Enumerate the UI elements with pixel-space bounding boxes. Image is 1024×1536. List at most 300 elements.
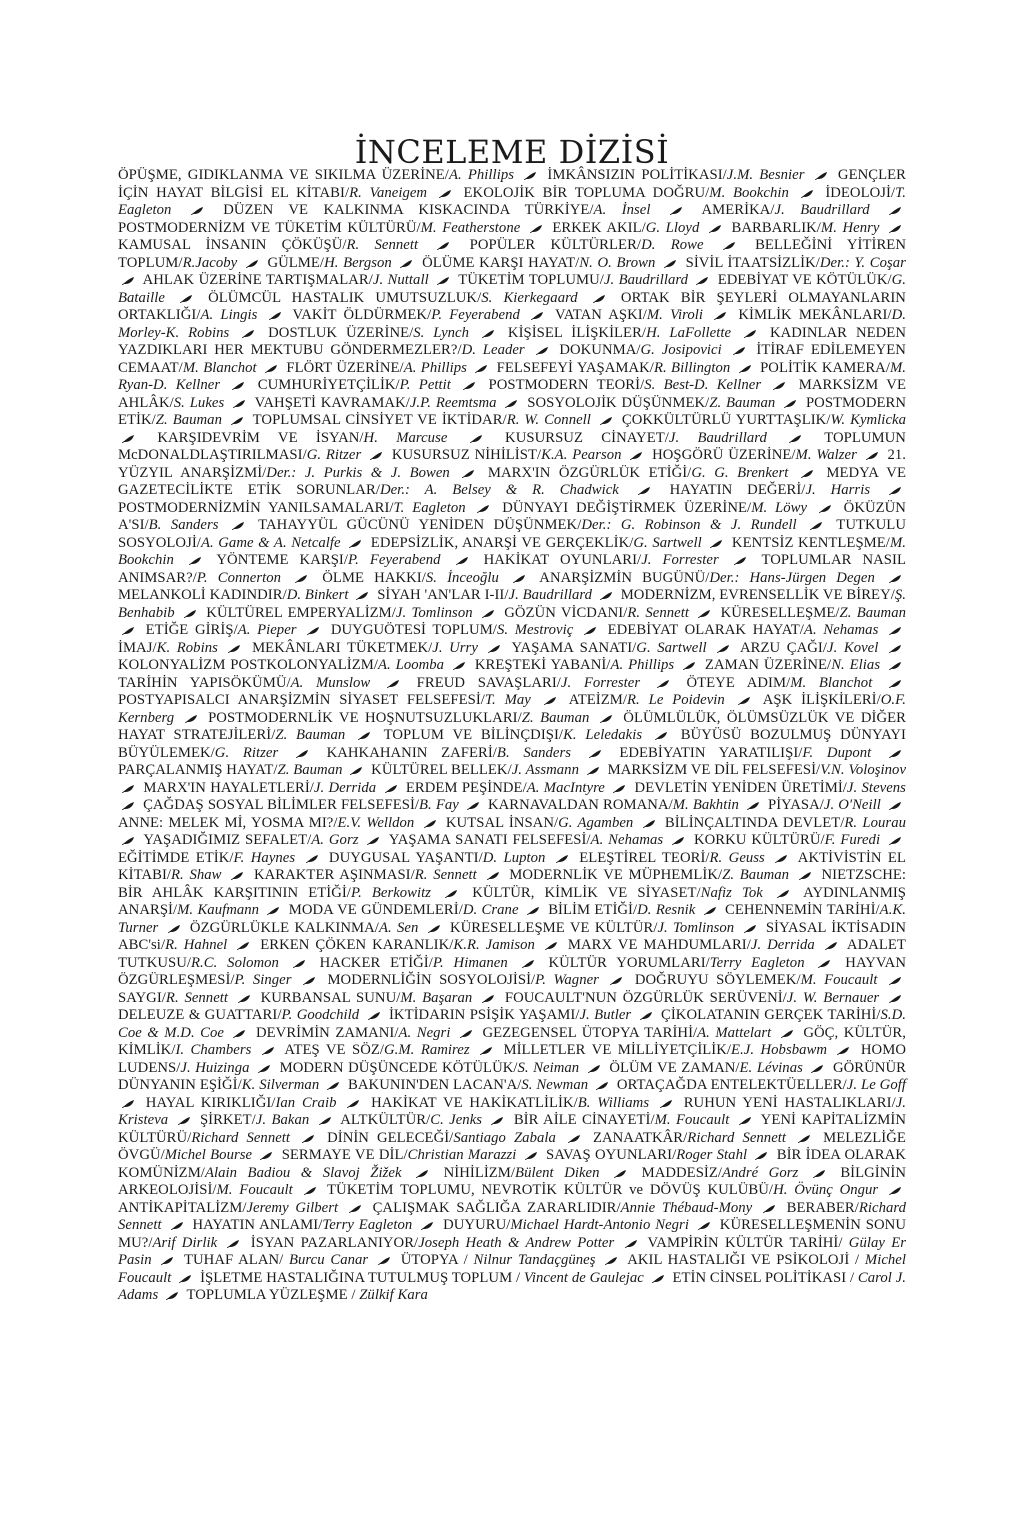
book-title: GÜLME/ bbox=[267, 254, 325, 271]
leaf-icon bbox=[889, 1186, 902, 1195]
book-entry bbox=[282, 1147, 517, 1163]
leaf-icon bbox=[171, 1221, 184, 1230]
leaf-icon bbox=[625, 1239, 638, 1248]
leaf-icon bbox=[818, 959, 831, 968]
book-entry bbox=[475, 657, 674, 673]
book-entry bbox=[548, 902, 695, 918]
book-entry bbox=[223, 202, 650, 218]
leaf-icon bbox=[303, 976, 316, 985]
leaf-icon bbox=[813, 1169, 826, 1178]
book-title: ETİĞE GİRİŞ/ bbox=[145, 622, 238, 638]
book-author: G.M. Ramirez bbox=[384, 1042, 470, 1058]
book-author: R. Hahnel bbox=[165, 937, 228, 953]
book-author: S. Lukes bbox=[173, 394, 225, 411]
book-entry bbox=[417, 675, 640, 691]
book-author: M. Foucault bbox=[654, 1112, 730, 1128]
book-author: P. Pettit bbox=[399, 377, 451, 393]
book-entry bbox=[569, 692, 725, 708]
book-author: Alain Badiou & Slavoj Žižek bbox=[204, 1164, 402, 1181]
book-author: J. Kristeva bbox=[118, 1094, 907, 1128]
book-title: TAHAYYÜL GÜCÜNÜ YENİDEN DÜŞÜNMEK/ bbox=[258, 517, 582, 533]
book-entry bbox=[740, 640, 878, 656]
book-title: İMAJ/ bbox=[118, 639, 157, 656]
book-title: ÜTOPYA / bbox=[400, 1252, 474, 1268]
book-author: B. Fay bbox=[419, 797, 459, 813]
book-entry bbox=[348, 1077, 588, 1093]
book-title: DİNİN GELECEĞİ/ bbox=[327, 1129, 454, 1146]
book-author: J. W. Bernauer bbox=[786, 989, 880, 1006]
book-title: MELEZLİĞE ÖVGÜ/ bbox=[118, 1129, 906, 1163]
book-author: J. Urry bbox=[432, 639, 478, 656]
book-author: D. Crane bbox=[462, 902, 519, 918]
book-author: S. Neiman bbox=[517, 1059, 580, 1076]
book-title: ARZU ÇAĞI/ bbox=[740, 639, 827, 656]
leaf-icon bbox=[122, 276, 135, 285]
book-author: J.P. Reemtsma bbox=[409, 394, 497, 411]
book-title: ETİN CİNSEL POLİTİKASI / bbox=[672, 1269, 858, 1286]
book-title: ÖLÜM VE ZAMAN/ bbox=[609, 1059, 740, 1076]
leaf-icon bbox=[180, 294, 193, 303]
book-author: O.F. Kernberg bbox=[118, 692, 906, 726]
book-title: MODERNİZM, EVRENSELLİK VE BİREY/ bbox=[620, 587, 895, 603]
leaf-icon bbox=[307, 626, 320, 635]
book-entry bbox=[686, 255, 906, 271]
book-title: ŞİRKET/ bbox=[199, 1112, 256, 1128]
book-entry bbox=[293, 307, 520, 323]
book-author: E.V. Welldon bbox=[337, 814, 415, 831]
leaf-icon bbox=[462, 469, 475, 478]
book-title: TOPLUM VE BİLİNÇDIŞI/ bbox=[383, 727, 564, 743]
book-title: KARNAVALDAN ROMANA/ bbox=[487, 797, 673, 813]
leaf-icon bbox=[487, 871, 500, 880]
leaf-icon bbox=[755, 1151, 768, 1160]
book-title: BAKUNIN'DEN LACAN'A/ bbox=[348, 1077, 522, 1093]
book-entry bbox=[539, 570, 875, 586]
book-entry bbox=[320, 955, 508, 971]
book-title: MARX'IN HAYALETLERİ/ bbox=[143, 779, 314, 796]
book-author: H. Marcuse bbox=[363, 429, 448, 446]
book-title: ANTİKAPİTALİZM/ bbox=[118, 1199, 247, 1216]
book-title: KÜLTÜREL BELLEK/ bbox=[371, 762, 512, 778]
leaf-icon bbox=[798, 1134, 811, 1143]
book-entry bbox=[216, 552, 440, 568]
book-entry bbox=[608, 622, 879, 638]
leaf-icon bbox=[717, 644, 730, 653]
leaf-icon bbox=[470, 434, 483, 443]
book-title: EKOLOJİK BİR TOPLUMA DOĞRU/ bbox=[463, 184, 710, 201]
book-author: G. Ritzer bbox=[306, 447, 362, 463]
book-author: Richard Sennett bbox=[118, 1199, 906, 1233]
book-entry bbox=[258, 517, 797, 533]
leaf-icon bbox=[889, 206, 902, 215]
book-title: TUTKULU SOSYOLOJİ/ bbox=[118, 517, 906, 551]
book-title: SOSYOLOJİK DÜŞÜNMEK/ bbox=[527, 394, 710, 411]
book-title: AKTİVİSTİN EL KİTABI/ bbox=[118, 849, 906, 883]
leaf-icon bbox=[232, 521, 245, 530]
book-title: MODERNLİK VE MÜPHEMLİK/ bbox=[509, 867, 723, 883]
book-entry bbox=[609, 1060, 803, 1076]
book-author: Zülkif Kara bbox=[359, 1287, 428, 1303]
book-title: HAYAL KIRIKLIĞI/ bbox=[145, 1094, 276, 1111]
book-entry bbox=[192, 1217, 412, 1233]
book-entry bbox=[652, 447, 857, 463]
leaf-icon bbox=[358, 731, 371, 740]
book-title: KÜLTÜR YORUMLARI/ bbox=[548, 954, 710, 971]
leaf-icon bbox=[525, 1151, 538, 1160]
book-title: DÜZEN VE KALKINMA KISKACINDA TÜRKİYE/ bbox=[223, 202, 594, 218]
leaf-icon bbox=[488, 644, 501, 653]
book-title: POSTYAPISALCI ANARŞİZMİN SİYASET FELSEFESİ/ bbox=[118, 692, 485, 708]
book-title: NİHİLİZM/ bbox=[443, 1164, 516, 1181]
book-entry bbox=[617, 1077, 906, 1093]
book-author: Burcu Canar bbox=[289, 1252, 369, 1268]
book-entry bbox=[251, 1235, 614, 1251]
book-entry bbox=[118, 237, 418, 253]
leaf-icon bbox=[387, 679, 400, 688]
book-entry bbox=[406, 780, 605, 796]
book-title: MODA VE GÜNDEMLERİ/ bbox=[288, 902, 463, 918]
book-entry bbox=[635, 780, 906, 796]
book-entry bbox=[593, 1130, 786, 1146]
book-title: YAŞAMA SANATI FELSEFESİ/ bbox=[388, 832, 591, 848]
book-title: ORTAÇAĞDA ENTELEKTÜELLER/ bbox=[616, 1077, 847, 1093]
book-author: A. Phillips bbox=[448, 167, 514, 183]
book-entry bbox=[527, 395, 775, 411]
book-catalog bbox=[118, 167, 906, 1305]
book-title: KİŞİSEL İLİŞKİLER/ bbox=[507, 324, 647, 341]
book-title: AHLAK ÜZERİNE TARTIŞMALAR/ bbox=[142, 272, 373, 288]
book-title: KUSURSUZ CİNAYET/ bbox=[505, 429, 669, 446]
book-author: T. Eagleton bbox=[118, 184, 906, 218]
book-author: A. Negri bbox=[398, 1024, 451, 1041]
leaf-icon bbox=[610, 976, 623, 985]
book-entry bbox=[118, 1007, 359, 1023]
book-author: D. Binkert bbox=[286, 587, 349, 603]
leaf-icon bbox=[439, 189, 452, 198]
book-title: POSTMODERNLİK VE HOŞNUTSUZLUKLARI/ bbox=[208, 709, 522, 726]
book-title: BELLEĞİNİ YİTİREN TOPLUM/ bbox=[118, 237, 906, 271]
leaf-icon bbox=[302, 1134, 315, 1143]
book-author: D. Leader bbox=[461, 342, 525, 358]
leaf-icon bbox=[258, 1064, 271, 1073]
book-title: TARİHİN YAPISÖKÜMÜ/ bbox=[118, 674, 291, 691]
book-entry bbox=[489, 377, 762, 393]
book-entry bbox=[322, 570, 499, 586]
book-entry bbox=[118, 990, 228, 1006]
book-title: HAYVAN ÖZGÜRLEŞMESİ/ bbox=[118, 954, 906, 988]
book-entry bbox=[470, 237, 704, 253]
book-entry bbox=[401, 1252, 596, 1268]
book-title: DÜNYAYI DEĞİŞTİRMEK ÜZERİNE/ bbox=[502, 499, 752, 516]
leaf-icon bbox=[477, 504, 490, 513]
leaf-icon bbox=[166, 1291, 179, 1300]
book-entry bbox=[389, 832, 663, 848]
book-entry bbox=[208, 710, 589, 726]
book-title: KENTSİZ KENTLEŞME/ bbox=[731, 534, 890, 551]
leaf-icon bbox=[545, 941, 558, 950]
book-author: J. Forrester bbox=[641, 552, 719, 568]
book-author: S. Best-D. Kellner bbox=[644, 377, 762, 393]
book-entry bbox=[568, 937, 815, 953]
leaf-icon bbox=[652, 1274, 665, 1283]
book-title: DOKUNMA/ bbox=[559, 342, 641, 358]
leaf-icon bbox=[295, 574, 308, 583]
book-entry bbox=[555, 307, 703, 323]
book-entry bbox=[619, 745, 871, 761]
book-author: M. Löwy bbox=[751, 499, 808, 516]
leaf-icon bbox=[231, 416, 244, 425]
leaf-icon bbox=[739, 1116, 752, 1125]
leaf-icon bbox=[704, 906, 717, 915]
book-entry bbox=[327, 745, 571, 761]
leaf-icon bbox=[265, 364, 278, 373]
book-author: Der.: J. Purkis & J. Bowen bbox=[266, 464, 450, 481]
book-title: BİLGİNİN ARKEOLOJİSİ/ bbox=[118, 1164, 906, 1198]
book-author: C. Jenks bbox=[430, 1112, 483, 1128]
book-author: S. Mestroviç bbox=[496, 622, 574, 638]
book-author: J.M. Besnier bbox=[726, 167, 805, 183]
book-author: R. Lourau bbox=[844, 814, 906, 831]
book-title: KÜLTÜR, KİMLİK VE SİYASET/ bbox=[472, 884, 701, 901]
leaf-icon bbox=[556, 854, 569, 863]
book-author: H. LaFollette bbox=[646, 324, 732, 341]
leaf-icon bbox=[319, 1116, 332, 1125]
book-author: P. Goodchild bbox=[281, 1007, 360, 1023]
book-author: R. Billington bbox=[653, 359, 731, 376]
book-title: RUHUN YENİ HASTALIKLARI/ bbox=[683, 1094, 896, 1111]
leaf-icon bbox=[781, 1029, 794, 1038]
leaf-icon bbox=[267, 906, 280, 915]
book-title: POSTMODERNİZMİN YANILSAMALARI/ bbox=[118, 499, 394, 516]
book-entry bbox=[488, 465, 789, 481]
leaf-icon bbox=[739, 364, 752, 373]
book-title: TÜKETİM TOPLUMU/ bbox=[458, 272, 604, 288]
book-entry bbox=[190, 920, 418, 936]
book-author: J. Butler bbox=[579, 1007, 632, 1023]
book-author: P. Feyerabend bbox=[348, 552, 441, 568]
book-title: KİMLİK MEKÂNLARI/ bbox=[738, 307, 892, 323]
book-entry bbox=[371, 1095, 649, 1111]
book-author: Arif Dirlik bbox=[152, 1234, 218, 1251]
book-title: ZAMAN ÜZERİNE/ bbox=[704, 657, 832, 673]
book-entry bbox=[686, 675, 872, 691]
book-author: A. Pieper bbox=[237, 622, 297, 638]
leaf-icon bbox=[889, 679, 902, 688]
leaf-icon bbox=[638, 486, 651, 495]
book-title: GÖZÜN VİCDANI/ bbox=[504, 604, 628, 621]
book-author: Bülent Diken bbox=[515, 1164, 600, 1181]
book-title: GENÇLER İÇİN HAYAT BİLGİSİ EL KİTABI/ bbox=[118, 167, 906, 201]
book-entry bbox=[482, 1025, 771, 1041]
leaf-icon bbox=[161, 1256, 174, 1265]
leaf-icon bbox=[370, 451, 383, 460]
book-author: G. Bataille bbox=[118, 272, 907, 306]
book-entry bbox=[552, 220, 699, 236]
book-author: K. Leledakis bbox=[563, 727, 643, 743]
book-title: İŞLETME HASTALIĞINA TUTULMUŞ TOPLUM / bbox=[200, 1269, 524, 1286]
leaf-icon bbox=[228, 644, 241, 653]
leaf-icon bbox=[544, 696, 557, 705]
leaf-icon bbox=[789, 434, 802, 443]
book-author: R. Le Poidevin bbox=[627, 692, 725, 708]
leaf-icon bbox=[179, 1274, 192, 1283]
book-entry bbox=[255, 395, 497, 411]
leaf-icon bbox=[304, 1186, 317, 1195]
leaf-icon bbox=[522, 959, 535, 968]
book-title: ÖTEYE ADIM/ bbox=[686, 674, 791, 691]
book-entry bbox=[509, 867, 789, 883]
book-author: J. Baudrillard bbox=[774, 202, 870, 218]
book-title: KARŞIDEVRİM VE İSYAN/ bbox=[157, 429, 364, 446]
book-author: J. Huizinga bbox=[180, 1059, 250, 1076]
book-entry bbox=[458, 272, 688, 288]
book-author: Z. Bauman bbox=[155, 412, 222, 428]
leaf-icon bbox=[505, 399, 518, 408]
book-author: A. Sen bbox=[378, 919, 419, 936]
book-title: KREŞTEKİ YABANİ/ bbox=[474, 657, 611, 673]
leaf-icon bbox=[122, 626, 135, 635]
book-title: HAKİKAT OYUNLARI/ bbox=[483, 552, 642, 568]
book-entry bbox=[118, 220, 520, 236]
book-title: EĞİTİMDE ETİK/ bbox=[118, 849, 234, 866]
book-author: R. Sennett bbox=[165, 989, 229, 1006]
book-title: ÇİKOLATANIN GERÇEK TARİHİ/ bbox=[661, 1007, 881, 1023]
book-title: ERKEK AKIL/ bbox=[552, 219, 646, 236]
book-author: S. Newman bbox=[521, 1077, 589, 1093]
book-title: MODERNLİĞİN SOSYOLOJİSİ/ bbox=[327, 972, 536, 988]
book-author: G. Agamben bbox=[558, 814, 634, 831]
leaf-icon bbox=[482, 329, 495, 338]
book-author: K.R. Jamison bbox=[453, 937, 535, 953]
book-title: KUTSAL İNSAN/ bbox=[445, 814, 559, 831]
book-title: EDEBİYATIN YARATILIŞI/ bbox=[619, 744, 803, 761]
leaf-icon bbox=[445, 889, 458, 898]
book-entry bbox=[340, 1112, 482, 1128]
book-author: H. Bergson bbox=[324, 254, 392, 271]
book-title: ALTKÜLTÜR/ bbox=[340, 1112, 431, 1128]
leaf-icon bbox=[122, 801, 135, 810]
book-title: DEVLETİN YENİDEN ÜRETİMİ/ bbox=[634, 779, 847, 796]
book-entry bbox=[146, 622, 297, 638]
book-title: AŞK İLİŞKİLERİ/ bbox=[762, 692, 881, 708]
leaf-icon bbox=[630, 451, 643, 460]
leaf-icon bbox=[747, 801, 760, 810]
leaf-icon bbox=[889, 486, 902, 495]
book-author: M. Foucault bbox=[800, 972, 878, 988]
leaf-icon bbox=[744, 924, 757, 933]
book-title: CUMHURİYETÇİLİK/ bbox=[257, 377, 400, 393]
book-author: J. O'Neill bbox=[823, 797, 881, 813]
book-author: A. Phillips bbox=[610, 657, 675, 673]
book-entry bbox=[371, 535, 702, 551]
book-author: P. Connerton bbox=[196, 569, 282, 586]
book-title: POSTMODERNİZM VE TÜKETİM KÜLTÜRÜ/ bbox=[118, 219, 421, 236]
leaf-icon bbox=[536, 346, 549, 355]
book-author: M. Başaran bbox=[400, 989, 473, 1006]
book-entry bbox=[118, 815, 414, 831]
book-author: A. Mattelart bbox=[697, 1024, 772, 1041]
book-author: W. Kymlicka bbox=[830, 412, 906, 428]
book-title: BİR İDEA OLARAK KOMÜNİZM/ bbox=[118, 1147, 906, 1181]
leaf-icon bbox=[491, 1116, 504, 1125]
book-title: SERMAYE VE DİL/ bbox=[281, 1147, 408, 1163]
leaf-icon bbox=[293, 959, 306, 968]
book-title: EDEBİYAT VE KÖTÜLÜK/ bbox=[717, 272, 892, 288]
book-title: YAŞAMA SANATI/ bbox=[511, 639, 637, 656]
book-title: DUYGUÖTESİ TOPLUM/ bbox=[330, 622, 497, 638]
book-title: CEHENNEMİN TARİHİ/ bbox=[724, 902, 880, 918]
book-entry bbox=[464, 185, 789, 201]
book-author: Z. Bauman bbox=[275, 727, 346, 743]
book-author: Ian Craib bbox=[275, 1094, 337, 1111]
book-entry bbox=[256, 1025, 450, 1041]
leaf-icon bbox=[773, 381, 786, 390]
leaf-icon bbox=[421, 1221, 434, 1230]
book-title: İSYAN PAZARLANIYOR/ bbox=[250, 1234, 419, 1251]
book-title: ATEİZM/ bbox=[568, 692, 628, 708]
leaf-icon bbox=[709, 224, 722, 233]
book-author: G. G. Brenkert bbox=[691, 464, 789, 481]
book-author: M. Kaufmann bbox=[177, 902, 260, 918]
book-title: MARX'IN ÖZGÜRLÜK ETİĞİ/ bbox=[487, 464, 692, 481]
leaf-icon bbox=[889, 661, 902, 670]
leaf-icon bbox=[698, 1221, 711, 1230]
book-author: J. Baudrillard bbox=[508, 587, 592, 603]
book-title: KÜRESELLEŞME/ bbox=[720, 604, 840, 621]
leaf-icon bbox=[723, 241, 736, 250]
book-entry bbox=[635, 972, 878, 988]
leaf-icon bbox=[437, 276, 450, 285]
leaf-icon bbox=[453, 661, 466, 670]
book-entry bbox=[768, 797, 881, 813]
book-author: Nilnur Tandaçgüneş bbox=[473, 1252, 596, 1268]
book-title: MELANKOLİ KADINDIR/ bbox=[118, 587, 287, 603]
leaf-icon bbox=[327, 1081, 340, 1090]
book-entry bbox=[258, 377, 451, 393]
book-entry bbox=[118, 500, 466, 516]
book-author: F. Haynes bbox=[233, 849, 296, 866]
leaf-icon bbox=[825, 941, 838, 950]
leaf-icon bbox=[683, 661, 696, 670]
book-title: DUYGUSAL YAŞANTI/ bbox=[328, 849, 483, 866]
leaf-icon bbox=[889, 994, 902, 1003]
book-entry bbox=[143, 272, 429, 288]
book-author: R.C. Solomon bbox=[191, 954, 279, 971]
book-author: Christian Marazzi bbox=[407, 1147, 517, 1163]
book-author: P. Singer bbox=[234, 972, 292, 988]
leaf-icon bbox=[672, 836, 685, 845]
book-author: Z. Bauman bbox=[521, 709, 590, 726]
leaf-icon bbox=[242, 329, 255, 338]
book-author: H. Övünç Ongur bbox=[773, 1182, 879, 1198]
leaf-icon bbox=[475, 364, 488, 373]
book-author: K. Silverman bbox=[241, 1077, 320, 1093]
book-entry bbox=[443, 1217, 689, 1233]
book-entry bbox=[512, 640, 707, 656]
book-author: R. Geuss bbox=[709, 849, 765, 866]
book-title: VAKİT ÖLDÜRMEK/ bbox=[292, 307, 432, 323]
leaf-icon bbox=[657, 679, 670, 688]
book-author: M. Foucault bbox=[216, 1182, 293, 1198]
leaf-icon bbox=[889, 801, 902, 810]
leaf-icon bbox=[600, 591, 613, 600]
book-title: SAYGI/ bbox=[118, 989, 166, 1006]
book-title: MADDESİZ/ bbox=[641, 1164, 723, 1181]
leaf-icon bbox=[385, 784, 398, 793]
book-entry bbox=[327, 1130, 556, 1146]
leaf-icon bbox=[424, 819, 437, 828]
book-author: D. Rowe bbox=[641, 237, 704, 253]
